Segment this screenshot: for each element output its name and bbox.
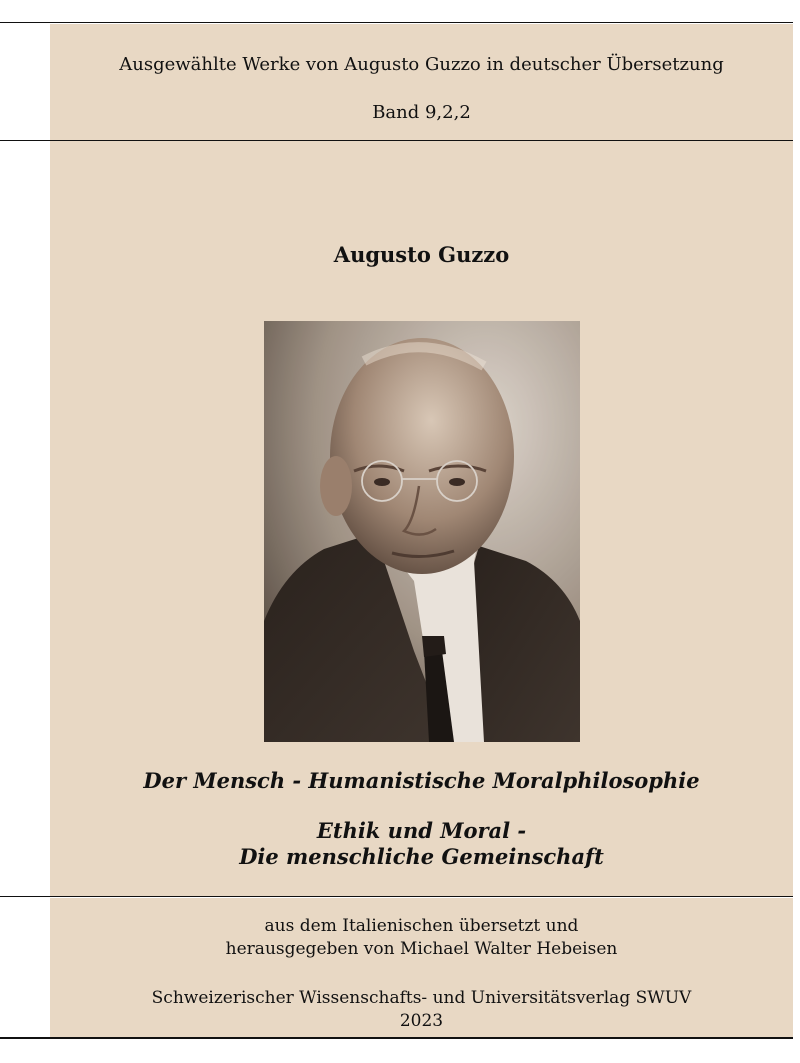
translation-credit	[50, 915, 793, 961]
book-title: Der Mensch - Humanistische Moralphilosophie	[143, 768, 700, 793]
volume-number: Band 9,2,2	[372, 102, 471, 123]
subtitle-line-2: Die menschliche Gemeinschaft	[239, 844, 604, 869]
translation-line-2: herausgegeben von Michael Walter Hebeisen	[225, 939, 618, 959]
book-subtitle	[50, 818, 793, 870]
series-title: Ausgewählte Werke von Augusto Guzzo in deutscher Übersetzung	[119, 54, 724, 75]
author-name: Augusto Guzzo	[333, 242, 510, 267]
top-rule	[0, 22, 793, 23]
publication-year: 2023	[399, 1011, 444, 1031]
subtitle-line-1: Ethik und Moral -	[316, 818, 527, 843]
credits-rule	[0, 896, 793, 897]
publisher-block	[50, 987, 793, 1033]
header-rule	[0, 140, 793, 141]
bottom-rule	[0, 1037, 793, 1039]
translation-line-1: aus dem Italienischen übersetzt und	[264, 916, 579, 936]
author-portrait-photo	[264, 321, 580, 742]
publisher-name: Schweizerischer Wissenschafts- und Universitätsverlag SWUV	[151, 988, 692, 1008]
